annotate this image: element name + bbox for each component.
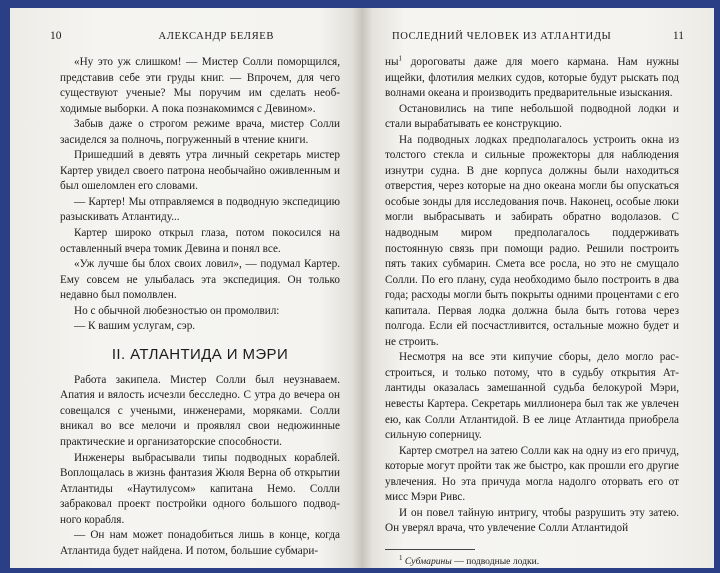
right-page-number: 11	[672, 30, 684, 42]
paragraph: Инженеры выбрасывали типы подводных кораблей. Воплощалась в жизнь фантазия Жюля Верна об открытии Атлантиды «Наутилусом» капитана Немо. Солли забраковал проект постройки одного большого подводного корабля.	[60, 451, 340, 526]
footnote-term: Субмарины	[404, 555, 452, 567]
paragraph-continued	[385, 55, 679, 102]
paragraph: Но с обычной любезностью он промолвил:	[74, 304, 280, 317]
paragraph: Картер смотрел на затею Солли как на одну из его причуд, которые могут пройти так же быстро, как прошли его другие увлечения. Но эта причуда могла надолго оторвать его от мисс Мэри Ривс.	[385, 444, 679, 504]
paragraph: Работа закипела. Мистер Солли был неузнаваем. Апатия и вялость исчезли бесследно. С утра до вечера он совещался с учеными, инженерами, моряками. Солли вникал во все мелочи и проявлял свои недюжинные практические и организаторские способности.	[60, 373, 340, 449]
paragraph: — Он нам может понадобиться лишь в конце, когда Атлантида будет найдена. И потом, большие субмари-	[60, 529, 340, 557]
book-spread	[10, 8, 714, 568]
left-running-header	[50, 30, 344, 42]
right-text-block	[385, 55, 679, 568]
paragraph-continued-text: дороговаты даже для моего кармана. Нам нужны ищейки, флотилия мелких судов, которые будут рыскать под волнами океана и производить предварительные изыскания.	[385, 56, 679, 100]
word-fragment: ны	[385, 56, 399, 68]
paragraph: — Картер! Мы отправляемся в подводную экспедицию разыскивать Атлантиду...	[60, 195, 340, 224]
footnote-reference: 1	[398, 54, 403, 63]
footnote-marker: 1	[399, 553, 403, 562]
paragraph: «Уж лучше бы блох своих ловил», — подумал Картер. Ему совсем не улыбалась эта экспедиция. Он только недавно был помолвлен.	[60, 258, 340, 302]
paragraph: Забыв даже о строгом режиме врача, мистер Солли засиделся за полночь, погруженный в чтение книги.	[60, 118, 340, 146]
paragraph: Пришедший в девять утра личный секретарь мистер Картер увидел своего патрона необычайно оживленным и был ошеломлен его словами.	[60, 149, 340, 193]
paragraph: Остановились на типе небольшой подводной лодки и стали вырабатывать ее конструкцию.	[385, 102, 679, 131]
paragraph: Картер широко открыл глаза, потом покосился на оставленный вчера томик Девина и понял все.	[60, 227, 340, 255]
left-page	[10, 8, 362, 568]
footnote	[385, 553, 679, 568]
footnote-text: — подводные лодки.	[451, 555, 540, 567]
paragraph: И он повел тайную интригу, чтобы разрушить эту затею. Он уверял врача, что увлечение Солли Атлантидой	[385, 506, 679, 535]
paragraph: «Ну это уж слишком! — Мистер Солли поморщился, представив себе эти груды книг. — Впрочем, для чего существуют ученые? Мы поручим им сделать необходимые выборки. А пока познакомимся с Девином».	[60, 56, 340, 115]
left-running-head: АЛЕКСАНДР БЕЛЯЕВ	[158, 31, 274, 42]
right-page	[362, 8, 714, 568]
left-page-number: 10	[50, 30, 62, 42]
chapter-heading: II. АТЛАНТИДА И МЭРИ	[111, 345, 289, 363]
right-running-header	[385, 30, 684, 42]
paragraph: Несмотря на все эти кипучие сборы, дело могло расстроиться, и только потому, что в судьбу открытия Атлантиды оказалась замешанной судьба белокурой Мэри, невесты Картера. Секретарь миллионера был так же увлечен ею, как Солли Атлантидой. В ее лице Атлантида приобрела сильную соперницу.	[385, 351, 679, 442]
left-text-block	[60, 55, 340, 559]
paragraph: На подводных лодках предполагалось устроить окна из толстого стекла и сильные прожекторы для наблюдения изнутри судна. В дне корпуса должны были находиться отверстия, через которые на дно океана могли бы опускаться особые зонды для исследования почв. Наконец, особые люки могли выбрасывать и забирать обратно водолазов. С надводным миром предполагалось поддерживать постоянную связь при помощи радио. Решили построить пять таких субмарин. Смета все росла, но это не смущало Солли. По его плану, суда необходимо было построить в два года; расходы могли быть покрыты одними процентами с его капитала. Первая лодка должна была быть готова через полгода. Если ей посчастливится, остальные можно будет и не строить.	[385, 133, 679, 348]
footnote-divider	[385, 549, 475, 550]
right-running-head: ПОСЛЕДНИЙ ЧЕЛОВЕК ИЗ АТЛАНТИДЫ	[392, 31, 612, 42]
paragraph: — К вашим услугам, сэр.	[74, 320, 196, 333]
